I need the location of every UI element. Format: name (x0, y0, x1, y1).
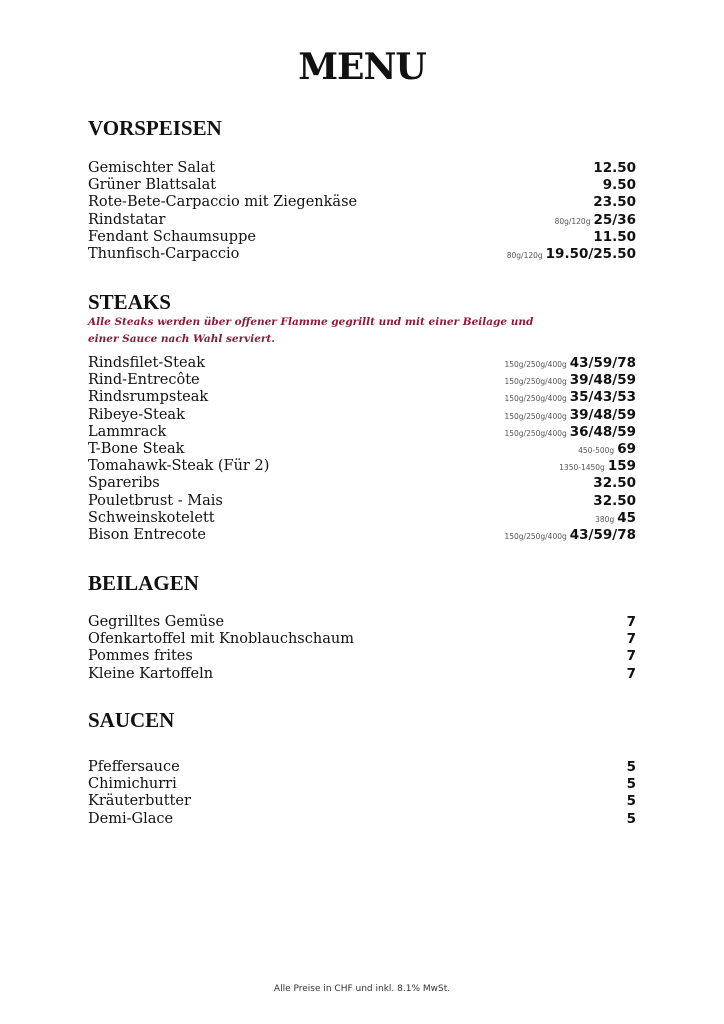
menu-item (88, 509, 636, 526)
item-price: 7 (626, 631, 636, 648)
item-name: Grüner Blattsalat (88, 177, 217, 194)
item-price-group (627, 613, 636, 631)
item-name: Pommes frites (88, 648, 193, 665)
item-price: 11.50 (593, 228, 636, 245)
menu-item (88, 665, 636, 682)
item-price-group (504, 406, 636, 424)
menu-item (88, 176, 636, 193)
menu-item (88, 193, 636, 210)
menu-item (88, 440, 636, 457)
item-price: 12.50 (593, 160, 636, 176)
menu-item (88, 775, 636, 792)
item-name: Demi-Glace (88, 810, 174, 827)
item-price: 32.50 (593, 492, 636, 509)
item-weight: 150g/250g/400g (504, 360, 567, 369)
item-price: 32.50 (593, 475, 636, 492)
menu-title: MENU (298, 46, 426, 88)
menu-item (88, 457, 636, 474)
item-weight: 150g/250g/400g (504, 531, 567, 541)
item-price-group (593, 228, 636, 246)
item-name: Schweinskotelett (88, 509, 215, 526)
item-name: Spareribs (88, 475, 160, 492)
menu-item (88, 792, 636, 809)
item-price-group (627, 775, 636, 793)
item-weight: 450-500g (578, 445, 615, 455)
item-name: Kleine Kartoffeln (88, 665, 214, 682)
item-name: Lammrack (88, 423, 167, 440)
item-name: Tomahawk-Steak (Für 2) (88, 458, 270, 475)
item-price: 7 (626, 648, 636, 665)
item-price: 5 (626, 759, 636, 775)
item-name: Thunfisch-Carpaccio (88, 245, 240, 262)
item-name: Rindstatar (88, 211, 166, 228)
menu-item (88, 245, 636, 262)
item-price-group (595, 509, 636, 527)
item-price: 5 (626, 810, 636, 827)
section-beilagen (88, 571, 636, 682)
menu-item (88, 630, 636, 647)
item-price: 5 (626, 776, 636, 793)
item-weight: 380g (595, 514, 615, 524)
item-price: 25/36 (593, 211, 636, 228)
item-name: Gegrilltes Gemüse (88, 614, 225, 630)
item-price-group (507, 245, 636, 263)
item-price: 39/48/59 (569, 372, 636, 389)
menu-item (88, 613, 636, 630)
menu-item (88, 388, 636, 405)
item-price-group (559, 457, 636, 475)
item-price: 69 (617, 440, 636, 457)
menu-item (88, 228, 636, 245)
item-name: Fendant Schaumsuppe (88, 228, 256, 245)
item-price-group (593, 492, 636, 510)
item-price-group (504, 371, 636, 389)
item-price-group (627, 630, 636, 648)
item-price: 5 (626, 793, 636, 810)
item-name: Pouletbrust - Mais (88, 492, 223, 509)
item-price: 7 (626, 665, 636, 682)
item-price-group (593, 193, 636, 211)
menu-item (88, 810, 636, 827)
item-price: 39/48/59 (569, 406, 636, 423)
item-name: Rindsfilet-Steak (88, 355, 206, 371)
section-heading: SAUCEN (88, 708, 175, 732)
menu-item (88, 492, 636, 509)
item-price-group (603, 176, 636, 194)
item-name: Rind-Entrecôte (88, 372, 200, 389)
item-price: 43/59/78 (569, 526, 636, 543)
item-name: Chimichurri (88, 776, 177, 793)
item-price-group (504, 526, 636, 544)
footer-note: Alle Preise in CHF und inkl. 8.1% MwSt. (273, 984, 451, 994)
item-price-group (593, 159, 636, 177)
section-heading: BEILAGEN (88, 571, 199, 595)
item-price-group (504, 354, 636, 372)
section-heading: VORSPEISEN (88, 116, 222, 140)
item-price-group (504, 388, 636, 406)
item-weight: 1350-1450g (559, 463, 605, 473)
section-saucen (88, 708, 636, 827)
menu-item (88, 406, 636, 423)
item-price-group (627, 810, 636, 828)
item-name: Gemischter Salat (88, 160, 216, 176)
item-name: T-Bone Steak (88, 440, 185, 457)
item-name: Ribeye-Steak (88, 406, 185, 423)
item-price: 45 (617, 509, 636, 526)
item-name: Ofenkartoffel mit Knoblauchschaum (88, 631, 354, 648)
item-price: 35/43/53 (569, 389, 636, 406)
item-price-group (627, 647, 636, 665)
item-price: 7 (626, 614, 636, 630)
menu-item (88, 159, 636, 176)
item-price: 159 (607, 458, 636, 475)
section-description: Alle Steaks werden über offener Flamme gegrillt und mit einer Beilage und einer Sauce nach Wahl serviert. (88, 316, 534, 345)
item-name: Bison Entrecote (88, 526, 206, 543)
menu-item (88, 474, 636, 491)
item-price-group (504, 423, 636, 441)
section-vorspeisen (88, 116, 636, 262)
item-price: 23.50 (593, 194, 636, 211)
item-price: 36/48/59 (569, 423, 636, 440)
item-price-group (578, 440, 636, 458)
item-name: Rote-Bete-Carpaccio mit Ziegenkäse (88, 194, 358, 211)
menu-item (88, 423, 636, 440)
item-price-group (627, 758, 636, 776)
item-price-group (593, 474, 636, 492)
item-price-group (627, 792, 636, 810)
item-price-group (627, 665, 636, 683)
menu-item (88, 758, 636, 775)
menu-item (88, 371, 636, 388)
item-weight: 80g/120g (554, 216, 591, 226)
item-price: 19.50/25.50 (545, 245, 636, 262)
item-weight: 150g/250g/400g (504, 394, 567, 404)
section-heading: STEAKS (88, 290, 171, 314)
item-price: 9.50 (602, 177, 636, 194)
item-price-group (555, 211, 636, 229)
item-price: 43/59/78 (569, 355, 636, 371)
item-name: Rindsrumpsteak (88, 389, 209, 406)
item-name: Kräuterbutter (88, 793, 191, 810)
section-steaks (88, 290, 636, 543)
menu-item (88, 354, 636, 371)
menu-item (88, 211, 636, 228)
item-weight: 150g/250g/400g (504, 411, 567, 421)
item-name: Pfeffersauce (88, 759, 180, 775)
menu-item (88, 526, 636, 543)
item-weight: 150g/250g/400g (504, 428, 567, 438)
item-weight: 150g/250g/400g (504, 377, 567, 387)
menu-item (88, 647, 636, 664)
item-weight: 80g/120g (506, 250, 543, 260)
